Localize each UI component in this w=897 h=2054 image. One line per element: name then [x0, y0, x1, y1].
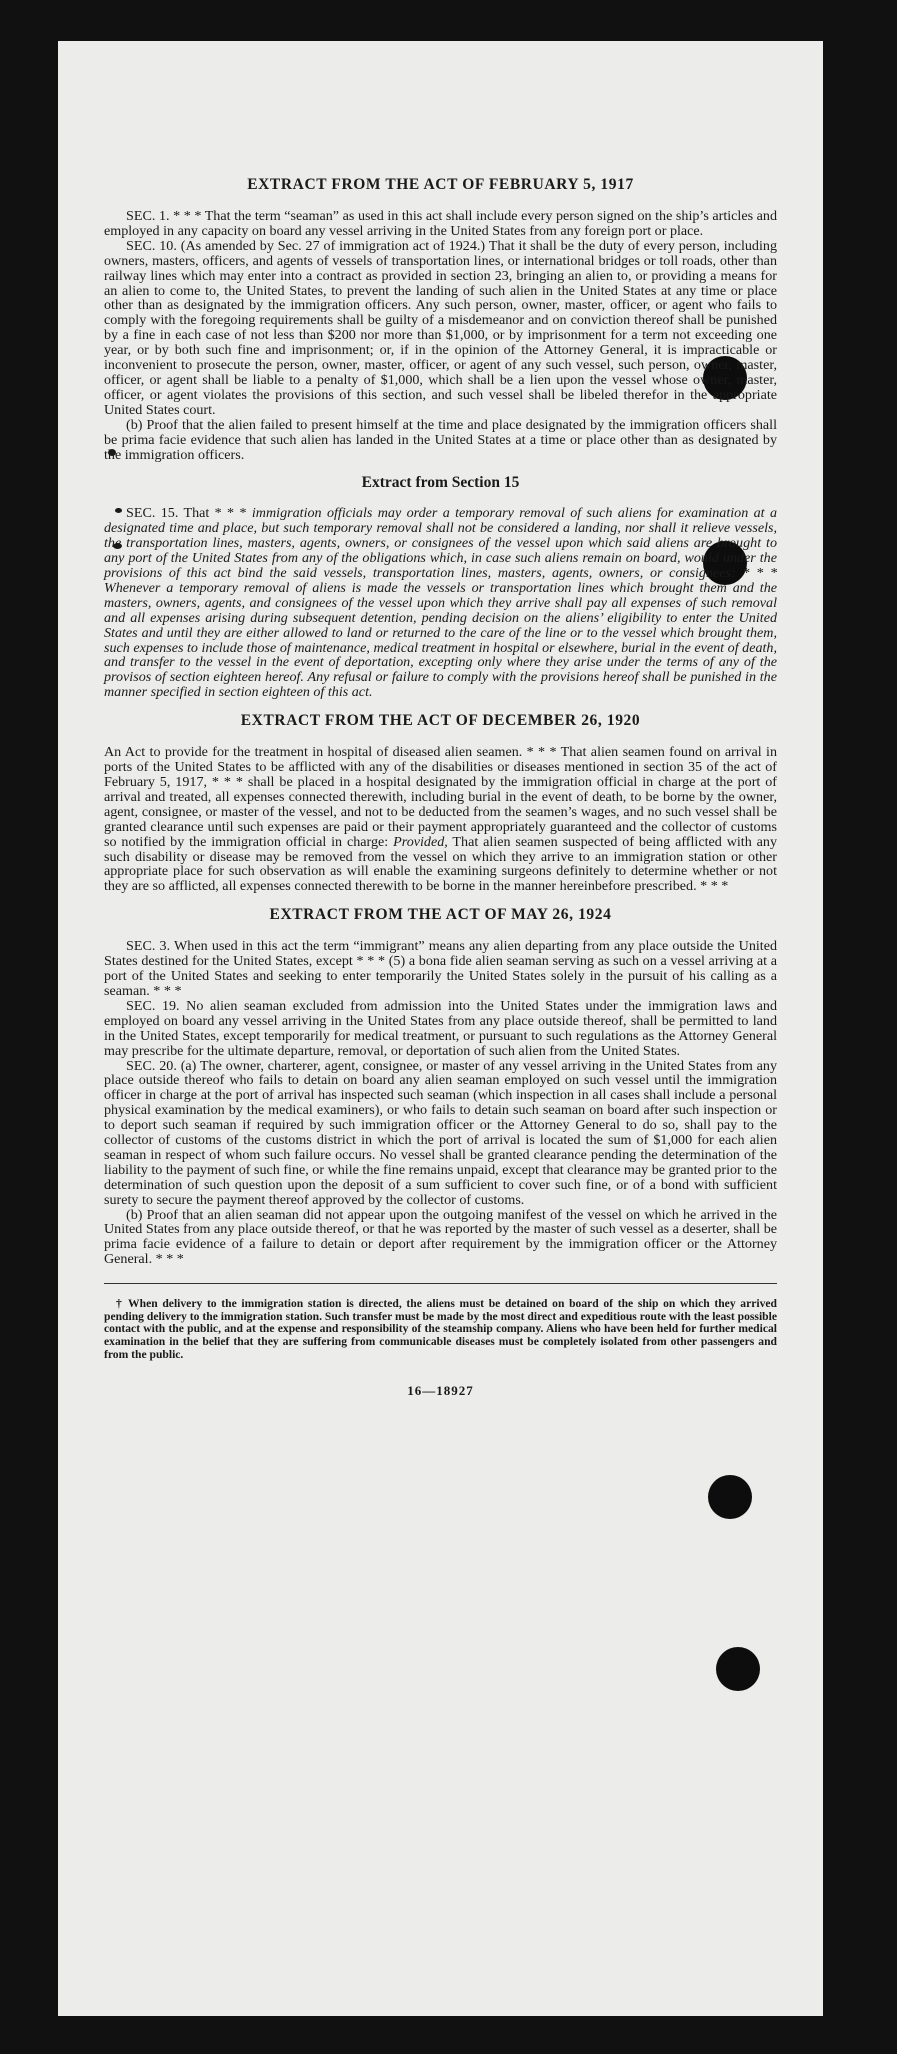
paragraph-sec-20: SEC. 20. (a) The owner, charterer, agent, consignee, or master of any vessel arriving in the United States from any place outside thereof who fails to detain on board any alien seaman employed on such vessel until the immigration officer in charge at the port of arrival has inspected such seaman (which inspection in all cases shall include a personal physical examination by the medical examiners), or who fails to detain such seaman on board after such inspection or to deport such seaman if required by such immigration officer or the Attorney General to do so, shall pay to the collector of customs of the customs district in which the port of arrival is located the sum of $1,000 for each alien seaman in respect of whom such failure occurs. No vessel shall be granted clearance pending the determination of the liability to the payment of such fine, or while the fine remains unpaid, except that clearance may be granted prior to the determination of such question upon the deposit of a sum sufficient to cover such fine, or of a bond with sufficient surety to secure the payment thereof approved by the collector of customs.: [104, 1057, 777, 1208]
heading-act-1917: EXTRACT FROM THE ACT OF FEBRUARY 5, 1917: [247, 176, 634, 193]
heading-act-1924: EXTRACT FROM THE ACT OF MAY 26, 1924: [269, 906, 612, 924]
section-sec-15: [104, 474, 777, 700]
paragraph-1920: [104, 745, 777, 894]
paragraph-sec-10: SEC. 10. (As amended by Sec. 27 of immigration act of 1924.) That it shall be the duty of every person, including owners, masters, officers, and agents of vessels of transportation lines, or international bridges or toll roads, other than railway lines which may enter into a contract as provided in section 23, bringing an alien to, or providing a means for an alien to come to, the United States, to prevent the landing of such alien in the United States at any time or place other than as designated by the immigration officers. Any such person, owner, master, officer, or agent who fails to comply with the foregoing requirements shall be guilty of a misdemeanor and on conviction thereof shall be punished by a fine in each case of not less than $200 nor more than $1,000, or by imprisonment for a term not exceeding one year, or by both such fine and imprisonment; or, if in the opinion of the Attorney General, it is impracticable or inconvenient to prosecute the person, owner, master, officer, or agent of any such vessel, such person, owner, master, officer, or agent shall be liable to a penalty of $1,000, which shall be a lien upon the vessel whose owner, master, officer, or agent violates the provisions of this section, and such vessel shall be libeled therefor in the appropriate United States court.: [104, 237, 777, 418]
footnote: [104, 1298, 777, 1361]
paragraph-sec-3: SEC. 3. When used in this act the term “immigrant” means any alien departing from any place outside the United States destined for the United States, except * * * (5) a bona fide alien seaman serving as such on a vessel arriving at a port of the United States and seeking to enter temporarily the United States solely in the pursuit of his calling as a seaman. * * *: [104, 938, 777, 999]
divider-rule: [104, 1283, 777, 1284]
footnote-text: † When delivery to the immigration station is directed, the aliens must be detained on board of the ship on which they arrived pending delivery to the immigration station. Such transfer must be made by the most direct and expeditious route with the least possible contact with the public, and at the expense and responsibility of the steamship company. Aliens who have been held for further medical examination in the belief that they are suffering from communicable diseases must be completely isolated from other passengers and from the public.: [104, 1297, 777, 1361]
paragraph-sec-10b: (b) Proof that the alien failed to present himself at the time and place designated by the immigration officers shall be prima facie evidence that such alien has landed in the United States at a time or place other than as designated by the immigration officers.: [104, 416, 777, 463]
heading-act-1920: EXTRACT FROM THE ACT OF DECEMBER 26, 1920: [240, 712, 641, 730]
paragraph-sec-20b: (b) Proof that an alien seaman did not appear upon the outgoing manifest of the vessel on which he arrived in the United States from any place outside thereof, or that he was reported by the master of such vessel as a deserter, shall be prima facie evidence of a failure to detain or deport after requirement by the immigration officer or the Attorney General. * * *: [104, 1206, 777, 1268]
punch-hole: [716, 1647, 760, 1691]
section-act-1920: [104, 712, 777, 894]
paragraph-1920-main: An Act to provide for the treatment in hospital of diseased alien seamen. * * * That alien seamen found on arrival in ports of the United States to be afflicted with any of the disabilities or diseases mentioned in section 35 of the act of February 5, 1917, * * * shall be placed in a hospital designated by the immigration official in charge at the port of arrival and treated, all expenses connected therewith, including burial in the event of death, to be borne by the owner, agent, consignee, or master of the vessel, and not to be deducted from the seamen’s wages, and no such vessel shall be granted clearance until such expenses are paid or their payment appropriately guaranteed and the collector of customs so notified by the immigration official in charge:: [104, 744, 777, 850]
page-code: 16—18927: [407, 1383, 474, 1399]
section-act-1917: [104, 176, 777, 462]
section-act-1924: [104, 906, 777, 1267]
provided-word: Provided,: [393, 833, 448, 850]
document-page: [58, 41, 823, 2016]
sec-15-lead: SEC. 15. That * * *: [126, 505, 247, 522]
heading-section-15: Extract from Section 15: [361, 474, 520, 492]
sec-15-body: immigration officials may order a temporary removal of such aliens for examination at a designated time and place, but such temporary removal shall not be considered a landing, nor shall it relieve vessels, the transportation lines, masters, agents, owners, or consignees of the vessel upon which said aliens are brought to any port of the United States from any of the obligations which, in case such aliens remain on board, would under the provisions of this act bind the said vessels, transportation lines, masters, agents, owners, or consignees: * * * Whenever a temporary removal of aliens is made the vessels or transportation lines which brought them and the masters, owners, agents, and consignees of the vessel upon which they arrive shall pay all expenses of such removal and all expenses arising during subsequent detention, pending decision on the aliens’ eligibility to enter the United States and until they are either allowed to land or returned to the care of the line or to the vessel which brought them, such expenses to include those of maintenance, medical treatment in hospital or elsewhere, burial in the event of death, and transfer to the vessel in the event of deportation, excepting only where they arise under the terms of any of the provisos of section eighteen hereof. Any refusal or failure to comply with the provisions hereof shall be punished in the manner specified in section eighteen of this act.: [104, 505, 778, 701]
paragraph-sec-19: SEC. 19. No alien seaman excluded from admission into the United States under the immigration laws and employed on board any vessel arriving in the United States from any place outside thereof, shall be permitted to land in the United States, except temporarily for medical treatment, or pursuant to such regulations as the Attorney General may prescribe for the ultimate departure, removal, or deportation of such alien from the United States.: [104, 997, 777, 1059]
paragraph-1920-tail: That alien seamen suspected of being afflicted with any such disability or disease may be removed from the vessel on which they arrive to an immigration station or other appropriate place for such observation as will enable the examining surgeons definitely to determine whether or not they are so afflicted, all expenses connected therewith to be borne in the manner hereinbefore prescribed. * * *: [104, 833, 777, 895]
paragraph-sec-1: SEC. 1. * * * That the term “seaman” as used in this act shall include every person signed on the ship’s articles and employed in any capacity on board any vessel arriving in the United States from any foreign port or place.: [104, 208, 777, 239]
document-body: [104, 176, 777, 1399]
paragraph-sec-15: [104, 506, 777, 700]
punch-hole: [708, 1475, 752, 1519]
